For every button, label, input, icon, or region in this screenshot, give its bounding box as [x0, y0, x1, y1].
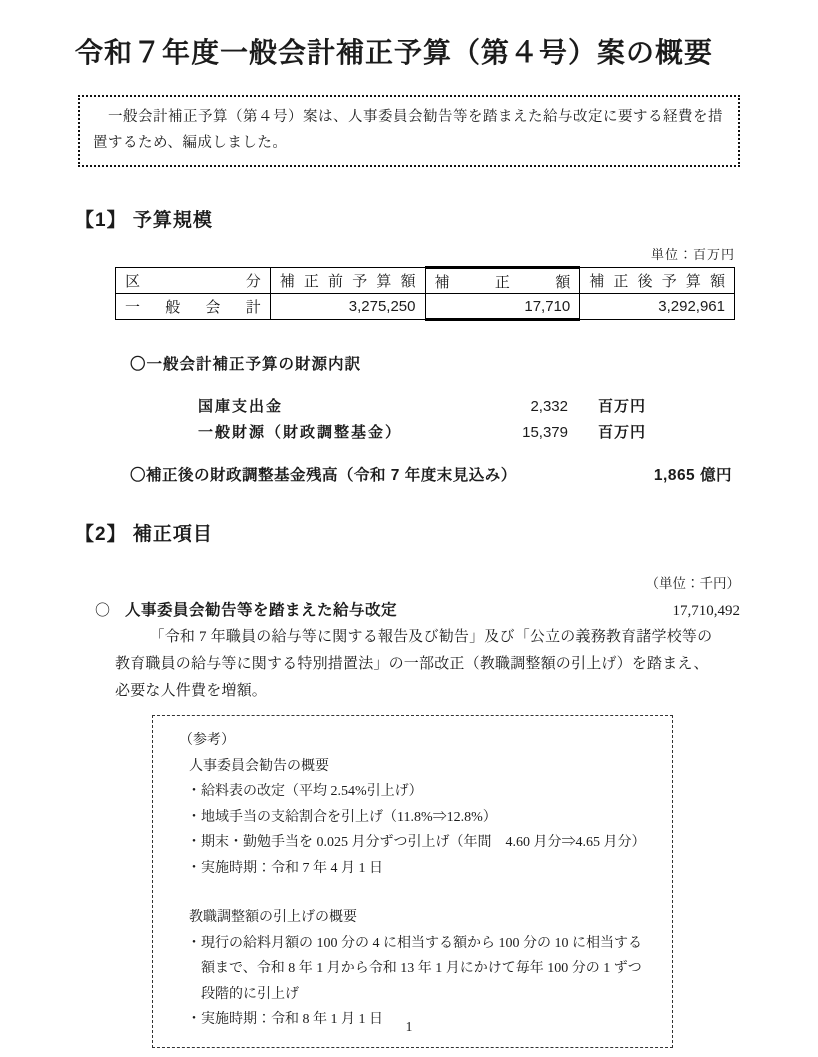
reference-bullet: ・ 実施時期：令和 8 年 1 月 1 日 — [187, 1007, 654, 1033]
intro-summary-box — [78, 95, 740, 167]
reference-bullet: ・ 現行の給料月額の 100 分の 4 に相当する額から 100 分の 10 に相当する額まで、令和 8 年 1 月から令和 13 年 1 月にかけて毎年 100 分の 1 ずつ段階的に引上げ — [187, 931, 654, 1008]
supplement-item-title: 人事委員会勧告等を踏まえた給与改定 — [125, 602, 398, 619]
page-number: 1 — [405, 1019, 413, 1034]
section1-unit-note: 単位：百万円 — [650, 247, 735, 262]
funding-item-label: 国庫支出金 — [198, 398, 284, 415]
fund-balance-label: 〇補正後の財政調整基金残高（令和 7 年度末見込み） — [130, 467, 517, 484]
supplement-item-row — [95, 598, 740, 620]
supplement-item-amount: 17,710,492 — [672, 603, 740, 619]
reference-box — [152, 715, 673, 1048]
fund-balance-value: 1,865 億円 — [653, 467, 732, 484]
intro-summary-text: 一般会計補正予算（第４号）案は、人事委員会勧告等を踏まえた給与改定に要する経費を措置するため、編成しました。 — [93, 109, 723, 151]
budget-table-header-row — [116, 268, 735, 294]
reference-group-kyoshoku — [177, 905, 654, 1033]
cell-after-amount: 3,292,961 — [580, 294, 735, 320]
document-page — [0, 33, 818, 1048]
funding-item-value: 15,379 — [522, 424, 568, 441]
col-header-after-amount: 補正後予算額 — [580, 268, 735, 294]
reference-group-jinji — [177, 754, 654, 882]
cell-supplement-amount: 17,710 — [425, 294, 580, 320]
reference-group-heading: 教職調整額の引上げの概要 — [189, 910, 357, 925]
funding-item-value: 2,332 — [530, 398, 568, 415]
col-header-supplement-amount: 補正額 — [425, 268, 580, 294]
cell-before-amount: 3,275,250 — [270, 294, 425, 320]
page-title: 令和７年度一般会計補正予算（第４号）案の概要 — [75, 37, 714, 68]
col-header-before-amount: 補正前予算額 — [270, 268, 425, 294]
reference-bullet: ・ 期末・勤勉手当を 0.025 月分ずつ引上げ（年間 4.60 月分⇒4.65 月分） — [187, 830, 654, 856]
section1-heading: 【1】 予算規模 — [75, 210, 213, 231]
budget-table-data-row — [116, 294, 735, 320]
fund-balance-row — [130, 463, 732, 485]
funding-item-row — [198, 394, 818, 420]
reference-group-heading: 人事委員会勧告の概要 — [189, 758, 329, 774]
funding-item-row — [198, 420, 818, 446]
funding-item-unit: 百万円 — [598, 424, 647, 441]
reference-bullet: ・ 地域手当の支給割合を引上げ（11.8%⇒12.8%） — [187, 805, 654, 831]
funding-item-label: 一般財源（財政調整基金） — [198, 424, 403, 441]
reference-bullet: ・ 実施時期：令和 7 年 4 月 1 日 — [187, 856, 654, 882]
funding-breakdown-heading: 〇一般会計補正予算の財源内訳 — [130, 356, 362, 373]
funding-item-unit: 百万円 — [598, 398, 647, 415]
reference-bullet: ・ 給料表の改定（平均 2.54%引上げ） — [187, 779, 654, 805]
section2-heading: 【2】 補正項目 — [75, 524, 213, 545]
supplement-item-description: 「令和 7 年職員の給与等に関する報告及び勧告」及び「公立の義務教育諸学校等の教育職員の給与等に関する特別措置法」の一部改正（教職調整額の引上げ）を踏まえ、必要な人件費を増額。 — [115, 629, 713, 699]
circle-bullet-icon: 〇 — [95, 602, 111, 619]
budget-table — [115, 266, 735, 321]
col-header-category: 区分 — [116, 268, 271, 294]
section2-unit-note: （単位：千円） — [645, 576, 740, 591]
cell-category: 一般会計 — [116, 294, 271, 320]
reference-box-title: （参考） — [179, 733, 235, 748]
